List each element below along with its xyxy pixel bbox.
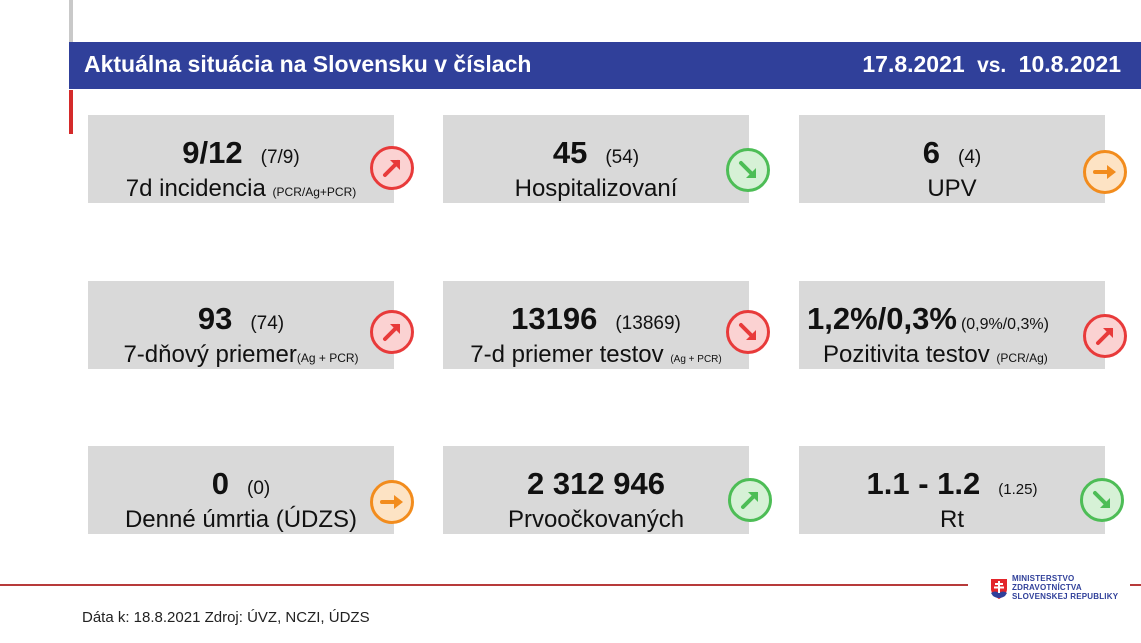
trend-up-arrow-icon — [370, 310, 414, 354]
card-upv — [799, 115, 1105, 203]
trend-down-arrow-icon — [726, 148, 770, 192]
card-previous-value: (13869) — [615, 313, 681, 334]
card-label: Denné úmrtia (ÚDZS) — [124, 506, 358, 533]
card-label: UPV — [927, 175, 977, 202]
card-first-vaccinated — [443, 446, 749, 534]
slovak-crest-icon — [990, 578, 1008, 600]
card-test-positivity — [799, 281, 1105, 369]
left-red-accent — [69, 90, 73, 134]
card-value: 93 — [197, 301, 233, 336]
trend-down-arrow-icon — [1080, 478, 1124, 522]
card-previous-value: (74) — [250, 313, 285, 334]
card-sublabel: (PCR/Ag) — [996, 351, 1048, 365]
card-label: 7d incidencia — [125, 175, 266, 202]
card-previous-value: (1.25) — [998, 481, 1038, 498]
ministry-logo — [990, 574, 1130, 610]
card-value: 6 — [922, 135, 940, 170]
card-value: 1.1 - 1.2 — [866, 466, 981, 501]
card-label: Prvoočkovaných — [507, 506, 685, 533]
trend-down-arrow-icon — [726, 310, 770, 354]
card-value: 0 — [211, 466, 229, 501]
card-label: Rt — [940, 506, 964, 533]
card-value: 13196 — [511, 301, 598, 336]
vs-label: vs. — [977, 54, 1007, 77]
trend-up-arrow-icon — [370, 146, 414, 190]
card-value: 45 — [552, 135, 588, 170]
date-comparison — [862, 51, 1121, 78]
data-source-note: Dáta k: 18.8.2021 Zdroj: ÚVZ, NCZI, ÚDZS — [82, 609, 370, 626]
card-7d-tests-average — [443, 281, 749, 369]
trend-up-arrow-icon — [728, 478, 772, 522]
card-value: 9/12 — [182, 135, 243, 170]
page-title: Aktuálna situácia na Slovensku v číslach — [84, 51, 532, 77]
card-previous-value: (7/9) — [260, 147, 300, 168]
card-rt — [799, 446, 1105, 534]
trend-up-arrow-icon — [1083, 314, 1127, 358]
card-previous-value: (54) — [605, 147, 640, 168]
header-banner — [69, 42, 1141, 89]
card-previous-value: (4) — [958, 147, 982, 168]
footer-divider — [0, 584, 1141, 586]
card-label: Hospitalizovaní — [514, 175, 678, 202]
date-previous: 10.8.2021 — [1018, 51, 1121, 77]
card-7d-incidence — [88, 115, 394, 203]
card-sublabel: (Ag + PCR) — [670, 354, 722, 365]
card-value: 1,2%/0,3% — [807, 301, 957, 336]
card-sublabel: (Ag + PCR) — [296, 351, 359, 365]
card-label: 7-dňový priemer — [123, 341, 297, 368]
ministry-name-line2: ZDRAVOTNÍCTVA — [1012, 583, 1082, 592]
ministry-name-line1: MINISTERSTVO — [1012, 574, 1075, 583]
card-7d-average — [88, 281, 394, 369]
ministry-name-line3: SLOVENSKEJ REPUBLIKY — [1012, 592, 1119, 601]
card-label: Pozitivita testov — [823, 341, 990, 368]
left-accent-rule — [69, 0, 73, 42]
card-sublabel: (PCR/Ag+PCR) — [272, 185, 357, 199]
card-value: 2 312 946 — [527, 466, 665, 501]
date-current: 17.8.2021 — [862, 51, 965, 77]
card-previous-value: (0) — [247, 478, 271, 499]
trend-flat-arrow-icon — [1083, 150, 1127, 194]
trend-flat-arrow-icon — [370, 480, 414, 524]
card-label: 7-d priemer testov — [470, 341, 664, 368]
card-hospitalized — [443, 115, 749, 203]
card-daily-deaths — [88, 446, 394, 534]
card-previous-value: (0,9%/0,3%) — [960, 316, 1049, 333]
